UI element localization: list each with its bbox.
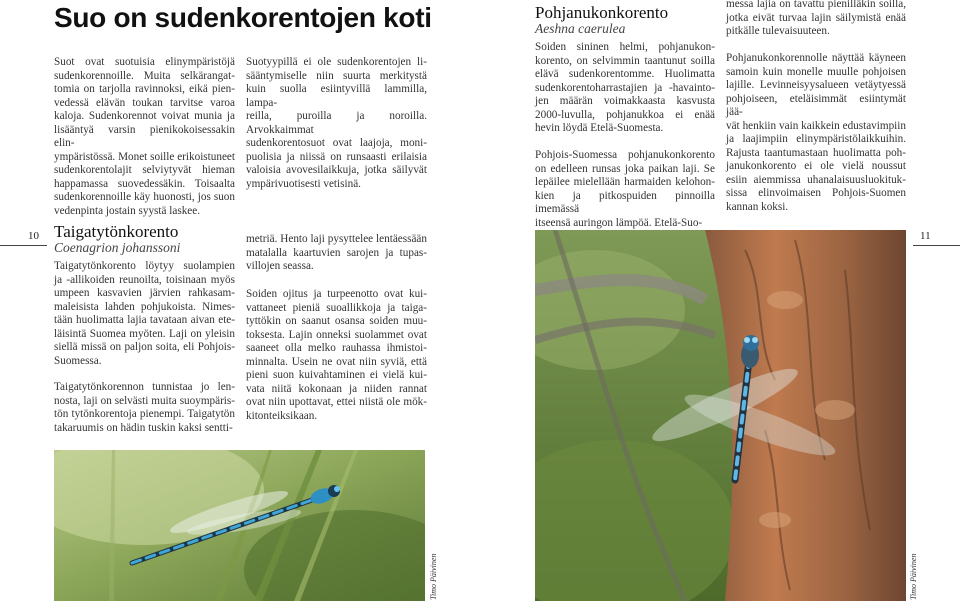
text-line: sissa elinvoimaisen Pohjois-Suomen	[726, 187, 906, 200]
text-line: Suotyypillä ei ole sudenkorentojen li-	[246, 56, 427, 68]
text-line: Soiden sininen helmi, pohjanukon-	[535, 41, 715, 53]
text-line: takaruumis on hädin tuskin kaksi sentti-	[54, 421, 233, 434]
text-line: pohjoiseen, eteläisimmät esiintymät jää-	[726, 92, 906, 119]
text-line: kitonteiksikaan.	[246, 409, 318, 422]
text-line: kaloja. Sudenkorennot voivat munia ja	[54, 110, 235, 123]
pohjan-text-col2-p1	[726, 0, 906, 39]
text-line: villojen seassa.	[246, 260, 314, 273]
text-line: ympärivuotisesti vetisinä.	[246, 177, 361, 190]
text-line: siellä missä on paljon soita, eli Pohjois-	[54, 341, 235, 354]
text-line: metriä. Hento laji pysyttelee lentäessään	[246, 233, 427, 245]
species-latin-name: Coenagrion johanssoni	[54, 240, 181, 255]
damselfly-photo-illustration	[54, 450, 425, 601]
text-line: korento, on selvimmin taantunut soilla	[535, 54, 715, 67]
text-line: esiin aiemmissa uhanalaisuusluokituk-	[726, 173, 906, 186]
text-line: matalalla kaartuvien sarojen ja tupas-	[246, 246, 427, 259]
photo-credit-right: Timo Päivinen	[909, 553, 918, 600]
page-number-left: 10	[28, 230, 39, 242]
text-line: happamassa suovedessäkin. Toisaalta	[54, 177, 235, 190]
text-line: lepäilee mielellään harmaiden kelohon-	[535, 176, 715, 189]
text-line: vät henkiin vain kaikkein edustavimpiin	[726, 119, 906, 132]
text-line: nosta, laji on selvästi muita suoympäris-	[54, 394, 235, 407]
text-line: janukonkorento ei ole vielä noussut	[726, 160, 906, 173]
text-line: hevin löydä Etelä-Suomesta.	[535, 122, 664, 135]
text-line: tomia on tarjolla ravinnoksi, eikä pien-	[54, 83, 235, 96]
text-line: vattaneet pieniä suoallikkoja ja taiga-	[246, 301, 427, 314]
taiga-text-col2-p1	[246, 233, 427, 274]
text-line: tön tytönkorentoja pienempi. Taigatytön	[54, 408, 235, 421]
intro-column-1	[54, 56, 235, 219]
pohjan-text-col1-p1	[535, 41, 715, 136]
text-line: puolisia ja niissä on runsaasti erilaisia	[246, 150, 427, 163]
text-line: 2000-luvulla, pohjanukkoa ei enää	[535, 108, 715, 121]
text-line: minnalta. Usein ne ovat niin syviä, että	[246, 355, 427, 368]
species-latin-name-right: Aeshna caerulea	[535, 21, 626, 36]
text-line: ovat niin upottavat, ettei niistä ole mök-	[246, 396, 427, 409]
text-line: toksesta. Lajin onneksi suolammet ovat	[246, 328, 427, 341]
text-line: sudenkorentoharrastajien ja -havainto-	[535, 81, 715, 94]
text-line: Soiden ojitus ja turpeenotto ovat kui-	[246, 288, 427, 300]
species-heading-pohjanukonkorento: Pohjanukonkorento	[535, 3, 669, 22]
text-line: Rajusta taantumastaan huolimatta poh-	[726, 146, 906, 159]
taiga-text-col1-p2	[54, 381, 235, 435]
intro-column-2	[246, 56, 427, 191]
text-line: Pohjois-Suomessa pohjanukonkorento	[535, 149, 715, 161]
page-number-rule-left	[0, 245, 47, 246]
text-line: Pohjanukonkorennolle näyttää käyneen	[726, 52, 906, 64]
text-line: vata niitä kokonaan ja niiden rannat	[246, 382, 427, 395]
text-line: messa lajia on tavattu pienilläkin soilla,	[726, 0, 906, 10]
text-line: sudenkorentosuot ovat laajoja, moni-	[246, 137, 427, 150]
text-line: valoisia avovesilaikkuja, jotka säilyvät	[246, 164, 427, 177]
text-line: umpeen kasvavien järvien rahkasam-	[54, 287, 235, 300]
text-line: kien ja pitkospuiden pinnoilla imemässä	[535, 189, 715, 216]
photo-pohjanukonkorento	[535, 230, 906, 601]
text-line: vedenpinta jostain syystä laskee.	[54, 205, 201, 218]
text-line: itseensä auringon lämpöä. Etelä-Suo-	[535, 216, 703, 229]
text-line: jen määrän voimakkaasta kasvusta	[535, 95, 715, 108]
text-line: tään huolimatta lajia tavataan aivan ete-	[54, 314, 235, 327]
text-line: pieni suon kuivahtaminen ei vielä kui-	[246, 369, 427, 382]
text-line: Suot ovat suotuisia elinympäristöjä	[54, 56, 235, 68]
text-line: lajille. Levinneisyysalueen vetäytyessä	[726, 79, 906, 92]
photo-taigatytonkorento	[54, 450, 425, 601]
text-line: lisääntyä varsin pienikokoisessakin elin-	[54, 123, 235, 150]
text-line: ja -allikoiden reunoilta, toisinaan myös	[54, 273, 235, 286]
text-line: läisintä Suomea myöten. Laji on yleisin	[54, 327, 235, 340]
page-number-right: 11	[920, 230, 931, 242]
text-line: kuin suolla esiintyvillä lammilla, lampa-	[246, 83, 427, 109]
text-line: Taigatytönkorento löytyy suolampien	[54, 260, 235, 272]
text-line: reilla, puroilla ja noroilla. Arvokkaimmat	[246, 110, 427, 136]
text-line: kannan koksi.	[726, 201, 789, 214]
text-line: sudenkorennoille käy huonosti, jos suon	[54, 191, 235, 204]
text-line: sudenkorentolajit selviytyvät hieman	[54, 164, 235, 177]
text-line: Suomessa.	[54, 354, 102, 367]
text-line: Taigatytönkorennon tunnistaa jo len-	[54, 381, 235, 393]
dragonfly-photo-illustration	[535, 230, 906, 601]
pohjan-text-col1-p2	[535, 149, 715, 230]
taiga-text-col2-p2	[246, 288, 427, 423]
page-number-rule-right	[913, 245, 960, 246]
pohjan-text-col2-p2	[726, 52, 906, 215]
text-line: elävä sudenkorentomme. Huolimatta	[535, 68, 715, 81]
text-line: maleisista lahden pohjukoista. Nimes-	[54, 300, 235, 313]
text-line: sääntymiselle niin suurta merkitystä	[246, 69, 427, 82]
text-line: samoin kuin monelle muulle pohjoisen	[726, 65, 906, 78]
text-line: jotka eivät turvaa lajin säilymistä enää	[726, 11, 906, 24]
species-heading-taigatytonkorento: Taigatytönkorento	[54, 222, 179, 241]
photo-credit-left: Timo Päivinen	[429, 553, 438, 600]
page-title: Suo on sudenkorentojen koti	[54, 2, 432, 33]
text-line: pitkälle tulevaisuuteen.	[726, 25, 830, 38]
taiga-text-col1-p1	[54, 260, 235, 368]
text-line: sudenkorennoille. Muita selkärangat-	[54, 69, 235, 82]
text-line: saaneet olla melko rauhassa ihmistoi-	[246, 342, 427, 355]
text-line: tyttökin on saanut osansa soiden muu-	[246, 315, 427, 328]
text-line: ympäristössä. Monet soille erikoistuneet	[54, 150, 235, 163]
text-line: ja laajimpiin elinympäristölaikkuihin.	[726, 133, 906, 146]
text-line: on edelleen runsas joka paikan laji. Se	[535, 162, 715, 175]
text-line: vedessä elävän toukan tarvitse varoa	[54, 96, 235, 109]
